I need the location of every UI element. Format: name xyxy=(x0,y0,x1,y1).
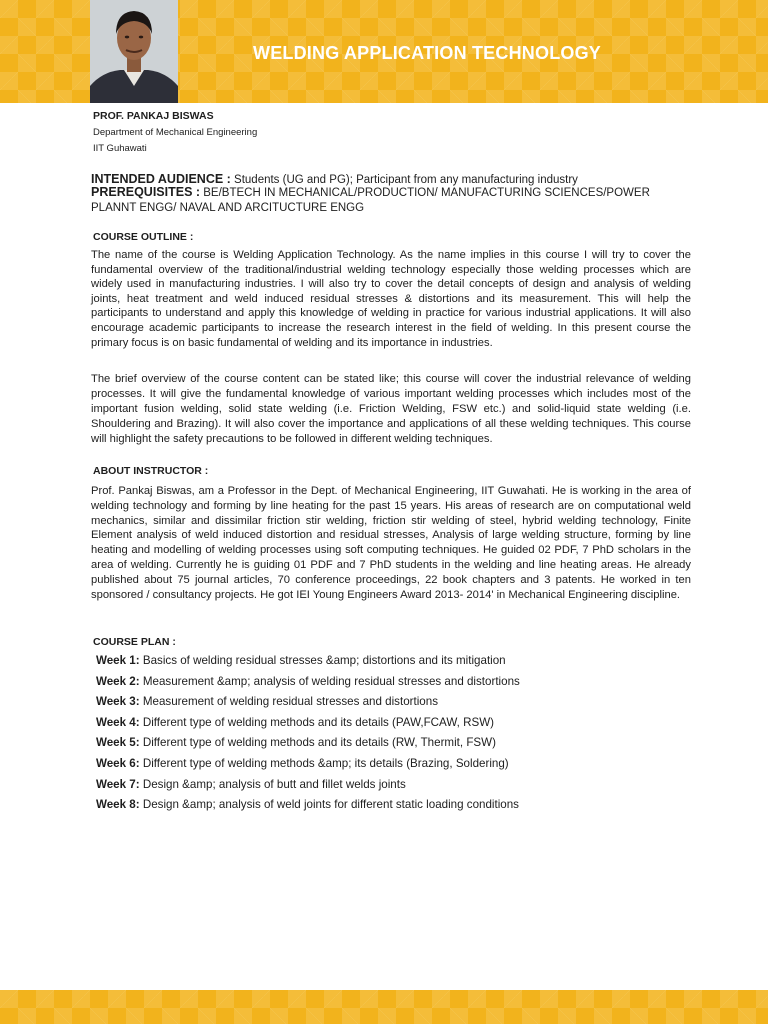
week-topic: Different type of welding methods and its details (RW, Thermit, FSW) xyxy=(142,736,496,750)
prerequisites xyxy=(91,185,691,215)
week-topic: Measurement of welding residual stresses and distortions xyxy=(142,695,438,709)
intended-audience-value: Students (UG and PG); Participant from any manufacturing industry xyxy=(234,174,578,186)
week-topic: Design &amp; analysis of weld joints for different static loading conditions xyxy=(142,798,519,812)
week-label: Week 3: xyxy=(96,695,140,709)
week-label: Week 7: xyxy=(96,777,140,791)
footer-band xyxy=(0,990,768,1024)
course-plan-list xyxy=(96,654,716,819)
course-outline-heading: COURSE OUTLINE : xyxy=(93,231,194,243)
instructor-institute: IIT Guhawati xyxy=(93,143,147,154)
week-label: Week 6: xyxy=(96,756,140,770)
week-row-3 xyxy=(96,695,716,716)
week-row-2 xyxy=(96,675,716,696)
week-row-8 xyxy=(96,798,716,819)
instructor-name: PROF. PANKAJ BISWAS xyxy=(93,110,214,122)
course-plan-heading: COURSE PLAN : xyxy=(93,636,176,648)
week-row-5 xyxy=(96,736,716,757)
week-label: Week 2: xyxy=(96,674,140,688)
week-topic: Basics of welding residual stresses &amp; distortions and its mitigation xyxy=(142,654,506,667)
week-row-4 xyxy=(96,716,716,737)
document-title: WELDING APPLICATION TECHNOLOGY xyxy=(253,43,601,63)
prerequisites-label: PREREQUISITES : xyxy=(91,185,201,199)
week-topic: Different type of welding methods &amp; its details (Brazing, Soldering) xyxy=(142,756,509,770)
week-label: Week 4: xyxy=(96,715,140,729)
week-row-6 xyxy=(96,757,716,778)
about-instructor-heading: ABOUT INSTRUCTOR : xyxy=(93,465,209,477)
week-row-7 xyxy=(96,778,716,799)
instructor-department: Department of Mechanical Engineering xyxy=(93,127,258,138)
week-topic: Design &amp; analysis of butt and fillet welds joints xyxy=(142,777,406,791)
week-label: Week 5: xyxy=(96,736,140,750)
about-instructor-text: Prof. Pankaj Biswas, am a Professor in the Dept. of Mechanical Engineering, IIT Guwahati. He is working in the area of welding technology and forming by line heating for the past 15 years. His areas of research are on computational weld mechanics, similar and dissimilar friction stir welding, friction stir welding of steel, hybrid welding technology, Finite Element analysis of weld induced distortion and residual stresses, Analysis of large welding structure, forming by line heating and modelling of welding processes using soft computing techniques. He guided 02 PDF, 7 PhD scholars in the area of welding. Currently he is guiding 01 PDF and 7 PhD students in the welding and line heating areas. He already published about 75 journal articles, 70 conference proceedings, 22 book chapters and 3 patents. He worked in ten sponsored / consultancy projects. He got IEI Young Engineers Award 2013- 2014' in Mechanical Engineering discipline. xyxy=(91,485,691,601)
course-outline-paragraph-2: The brief overview of the course content can be stated like; this course will cover the industrial relevance of welding processes. It will give the fundamental knowledge of various important welding processes which includes most of the important fusion welding, solid state welding (i.e. Friction Welding, FSW etc.) and solid-liquid state welding (i.e. Shouldering and Brazing). It will also cover the importance and applications of all these welding techniques. This course will highlight the safety precautions to be followed in different welding techniques. xyxy=(91,373,691,445)
week-label: Week 8: xyxy=(96,798,140,812)
instructor-photo xyxy=(90,0,178,103)
prerequisites-value: BE/BTECH IN MECHANICAL/PRODUCTION/ MANUFACTURING SCIENCES/POWER PLANNT ENGG/ NAVAL AND ARCITUCTURE ENGG xyxy=(91,187,650,214)
week-topic: Different type of welding methods and its details (PAW,FCAW, RSW) xyxy=(142,715,495,729)
week-label: Week 1: xyxy=(96,654,140,667)
course-outline-paragraph-1: The name of the course is Welding Application Technology. As the name implies in this course I will try to cover the fundamental overview of the traditional/industrial welding technology especially those welding processes which are widely used in manufacturing industries. I will also try to cover the detail concepts of design and analysis of welding joints, heat treatment and weld induced residual stresses & distortions and its measurement. This will help the participants to understand and apply this knowledge of welding in practice for various industrial applications. It will also encourage academic participants to increase the research interest in the field of welding. In this present course the primary focus is on basic fundamental of welding and its importance in industries. xyxy=(91,249,691,349)
intended-audience-label: INTENDED AUDIENCE : xyxy=(91,172,231,186)
week-row-1 xyxy=(96,654,716,675)
week-topic: Measurement &amp; analysis of welding residual stresses and distortions xyxy=(142,674,520,688)
